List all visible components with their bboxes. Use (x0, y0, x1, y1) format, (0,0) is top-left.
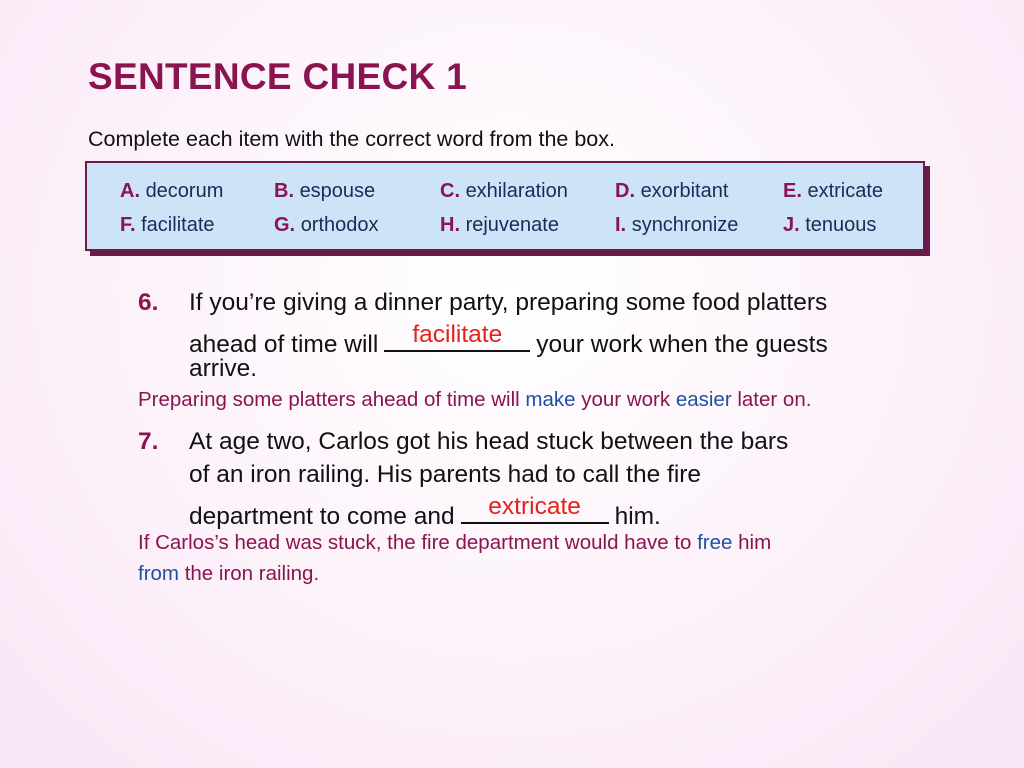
word-option-h (440, 214, 559, 237)
explanation-highlight: make (525, 388, 576, 411)
explanation-highlight: easier (675, 388, 732, 411)
item-6-line-1: If you’re giving a dinner party, preparing some food platters (189, 289, 828, 316)
word-option-a (120, 180, 223, 203)
explanation-text: your work (575, 388, 676, 411)
word-option-g (274, 214, 379, 237)
instructions-text: Complete each item with the correct word from the box. (88, 127, 615, 151)
option-word: facilitate (141, 214, 215, 236)
item-7-text-before-blank: department to come and (189, 503, 455, 530)
option-letter: A. (120, 180, 140, 202)
word-option-f (120, 214, 215, 237)
item-6-text-after-blank: your work when the guests (536, 331, 828, 358)
option-word: decorum (145, 180, 224, 202)
option-word: orthodox (300, 214, 379, 236)
word-option-j (783, 214, 876, 237)
option-letter: F. (120, 214, 136, 236)
word-option-e (783, 180, 883, 203)
option-word: exhilaration (465, 180, 568, 202)
option-word: tenuous (805, 214, 877, 236)
word-bank-box (85, 161, 925, 251)
item-6-explanation (138, 388, 811, 412)
explanation-text: the iron railing. (179, 562, 320, 585)
item-7-explanation-line-1 (138, 531, 771, 555)
option-letter: C. (440, 180, 460, 202)
explanation-text: If Carlos’s head was stuck, the fire department would have to (138, 531, 698, 554)
item-7-line-1: At age two, Carlos got his head stuck between the bars (189, 428, 789, 455)
option-letter: B. (274, 180, 294, 202)
option-word: espouse (299, 180, 376, 202)
option-letter: D. (615, 180, 635, 202)
option-word: exorbitant (640, 180, 729, 202)
explanation-highlight: free (697, 531, 733, 554)
slide-title: SENTENCE CHECK 1 (88, 56, 467, 97)
option-letter: I. (615, 214, 627, 236)
word-option-c (440, 180, 568, 203)
option-letter: J. (783, 214, 800, 236)
item-7-explanation-line-2 (138, 562, 319, 586)
explanation-text: him (732, 531, 772, 554)
option-letter: G. (274, 214, 296, 236)
word-option-d (615, 180, 728, 203)
explanation-text: Preparing some platters ahead of time will (138, 388, 526, 411)
item-6-line-2 (189, 322, 828, 359)
item-6-answer: facilitate (412, 321, 503, 348)
word-option-b (274, 180, 375, 203)
explanation-text: later on. (731, 388, 812, 411)
item-7-line-2: of an iron railing. His parents had to call the fire (189, 461, 702, 488)
explanation-highlight: from (138, 562, 179, 585)
option-word: synchronize (631, 214, 739, 236)
item-6-answer-blank (384, 322, 530, 352)
item-6-line-3: arrive. (189, 355, 258, 382)
item-7-line-3 (189, 494, 661, 531)
word-option-i (615, 214, 738, 237)
option-letter: H. (440, 214, 460, 236)
item-6-text-before-blank: ahead of time will (189, 331, 379, 358)
option-letter: E. (783, 180, 802, 202)
item-7-answer-blank (461, 494, 609, 524)
item-6-number: 6. (138, 289, 159, 316)
option-word: extricate (807, 180, 884, 202)
item-7-text-after-blank: him. (614, 503, 661, 530)
item-7-number: 7. (138, 428, 159, 455)
option-word: rejuvenate (465, 214, 559, 236)
item-7-answer: extricate (488, 493, 581, 520)
